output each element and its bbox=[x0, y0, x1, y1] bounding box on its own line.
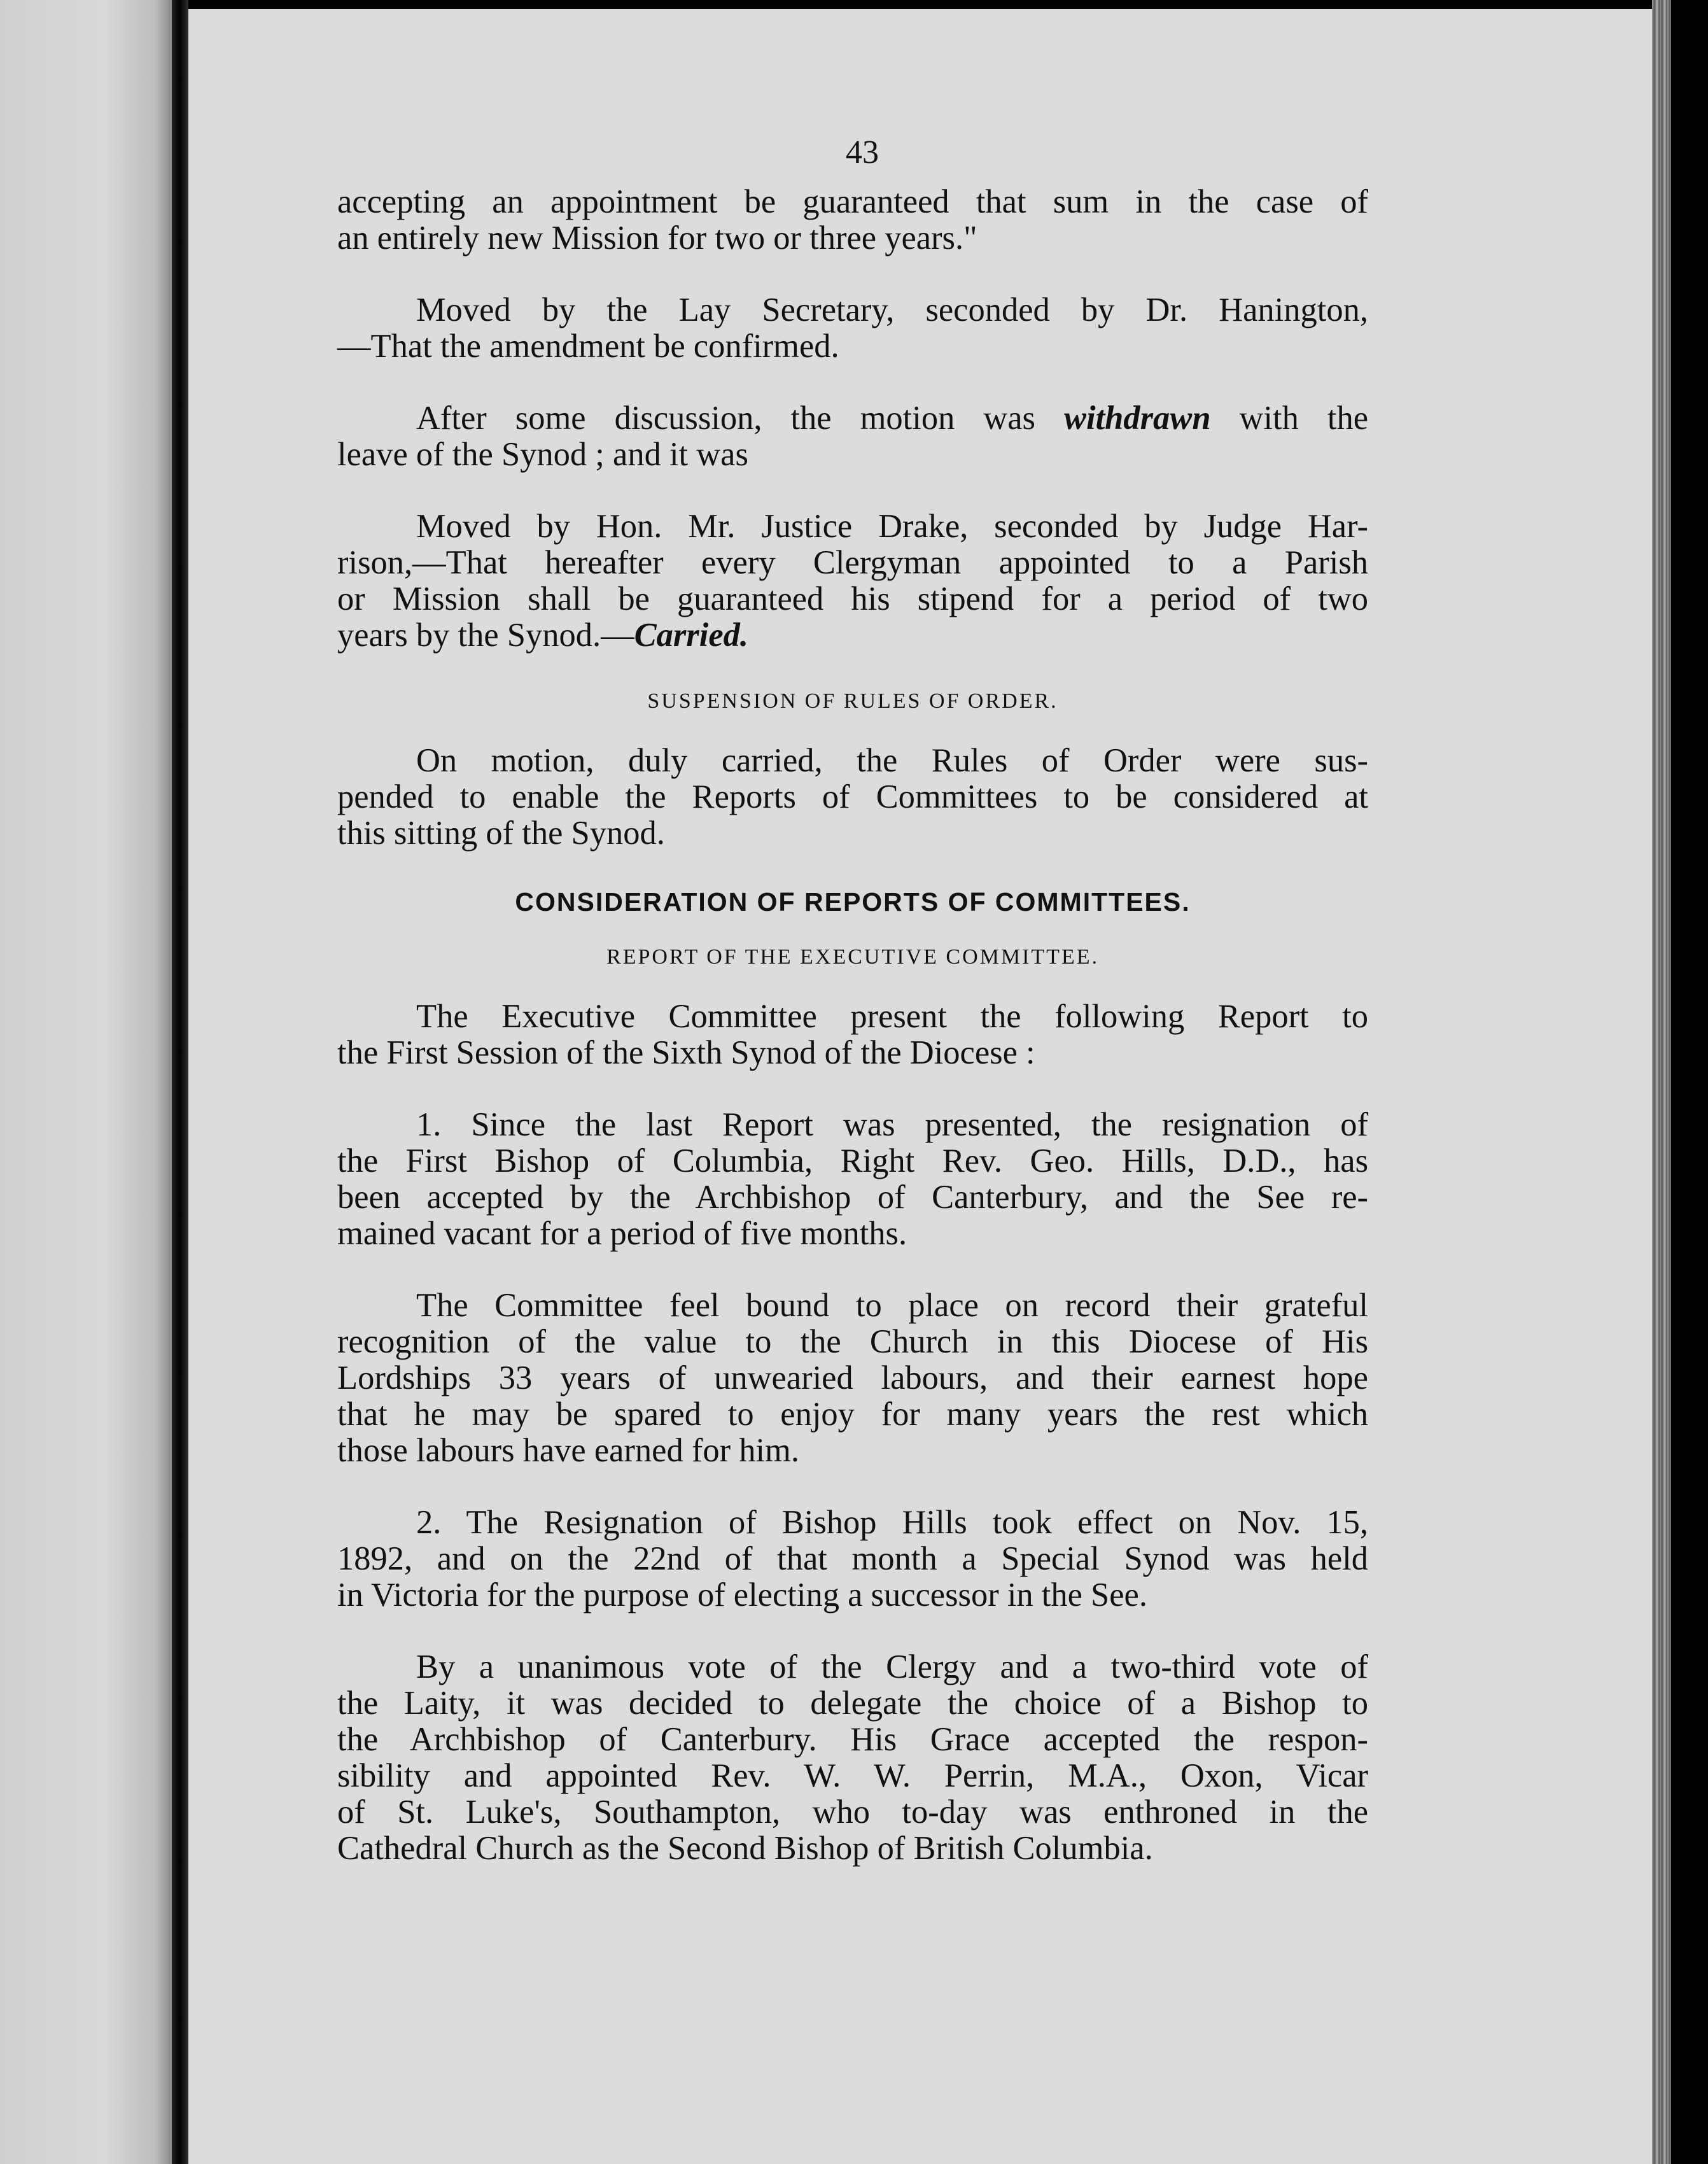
text-line: the First Session of the Sixth Synod of the Diocese : bbox=[337, 1034, 1035, 1071]
paragraph-item-1 bbox=[337, 1107, 1368, 1252]
text-line: 1892, and on the 22nd of that month a Special Synod was held bbox=[337, 1540, 1368, 1577]
text-line: those labours have earned for him. bbox=[337, 1432, 800, 1469]
text-line: of St. Luke's, Southampton, who to-day was enthroned in the bbox=[337, 1794, 1368, 1830]
text-line: an entirely new Mission for two or three years." bbox=[337, 220, 977, 256]
text-run: with the bbox=[1210, 400, 1368, 437]
paragraph-item-2 bbox=[337, 1505, 1368, 1613]
text-line: leave of the Synod ; and it was bbox=[337, 436, 748, 473]
facing-page-edge bbox=[0, 0, 172, 2164]
text-line: Moved by the Lay Secretary, seconded by Dr. Hanington, bbox=[416, 292, 1368, 328]
text-line: the Archbishop of Canterbury. His Grace accepted the respon- bbox=[337, 1721, 1368, 1758]
section-heading-consideration: CONSIDERATION OF REPORTS OF COMMITTEES. bbox=[515, 887, 1191, 917]
text-line: Lordships 33 years of unwearied labours, and their earnest hope bbox=[337, 1360, 1368, 1396]
paragraph-motion-withdrawn bbox=[337, 400, 1368, 473]
text-line: the First Bishop of Columbia, Right Rev. Geo. Hills, D.D., has bbox=[337, 1142, 1368, 1179]
italic-word: Carried. bbox=[634, 617, 749, 654]
scan-border bbox=[1671, 0, 1708, 2164]
text-line: 2. The Resignation of Bishop Hills took effect on Nov. 15, bbox=[416, 1504, 1368, 1541]
paragraph-motion-lay-secretary bbox=[337, 292, 1368, 365]
text-line: —That the amendment be confirmed. bbox=[337, 328, 839, 365]
text-line: the Laity, it was decided to delegate the choice of a Bishop to bbox=[337, 1685, 1368, 1722]
book-gutter bbox=[172, 0, 188, 2164]
paragraph-gratitude bbox=[337, 1288, 1368, 1469]
text-line bbox=[337, 400, 1368, 437]
text-line: The Executive Committee present the following Report to bbox=[416, 998, 1368, 1035]
text-line: or Mission shall be guaranteed his stipend for a period of two bbox=[337, 580, 1368, 617]
paragraph-continuation bbox=[337, 184, 1368, 256]
paragraph-election bbox=[337, 1649, 1368, 1867]
text-run: years by the Synod.— bbox=[337, 617, 634, 654]
text-line: sibility and appointed Rev. W. W. Perrin, M.A., Oxon, Vicar bbox=[337, 1757, 1368, 1794]
text-line: Cathedral Church as the Second Bishop of British Columbia. bbox=[337, 1830, 1153, 1867]
text-line: The Committee feel bound to place on record their grateful bbox=[416, 1287, 1368, 1324]
text-line bbox=[337, 617, 1368, 654]
paragraph-executive-intro bbox=[337, 999, 1368, 1071]
paragraph-on-motion bbox=[337, 743, 1368, 852]
page-number: 43 bbox=[846, 134, 879, 171]
text-line: this sitting of the Synod. bbox=[337, 815, 665, 852]
text-line: accepting an appointment be guaranteed that sum in the case of bbox=[337, 183, 1368, 220]
italic-word: withdrawn bbox=[1063, 400, 1211, 437]
page-stack-edge bbox=[1652, 0, 1671, 2164]
text-line: in Victoria for the purpose of electing a successor in the See. bbox=[337, 1577, 1147, 1613]
text-line: By a unanimous vote of the Clergy and a two-third vote of bbox=[416, 1648, 1368, 1685]
text-run: After some discussion, the motion was bbox=[416, 400, 1064, 437]
text-line: pended to enable the Reports of Committees to be considered at bbox=[337, 778, 1368, 815]
text-line: On motion, duly carried, the Rules of Order were sus- bbox=[416, 742, 1368, 779]
text-line: rison,—That hereafter every Clergyman appointed to a Parish bbox=[337, 544, 1368, 581]
text-line: that he may be spared to enjoy for many years the rest which bbox=[337, 1396, 1368, 1433]
text-line: 1. Since the last Report was presented, the resignation of bbox=[416, 1106, 1368, 1143]
section-heading-suspension: SUSPENSION OF RULES OF ORDER. bbox=[647, 689, 1058, 713]
text-line: Moved by Hon. Mr. Justice Drake, seconded by Judge Har- bbox=[416, 508, 1368, 545]
text-line: mained vacant for a period of five months. bbox=[337, 1215, 907, 1252]
paragraph-motion-drake bbox=[337, 509, 1368, 654]
text-line: been accepted by the Archbishop of Canterbury, and the See re- bbox=[337, 1179, 1368, 1216]
text-line: recognition of the value to the Church in this Diocese of His bbox=[337, 1323, 1368, 1360]
section-heading-executive: REPORT OF THE EXECUTIVE COMMITTEE. bbox=[606, 945, 1099, 969]
page-body bbox=[337, 134, 1368, 1902]
